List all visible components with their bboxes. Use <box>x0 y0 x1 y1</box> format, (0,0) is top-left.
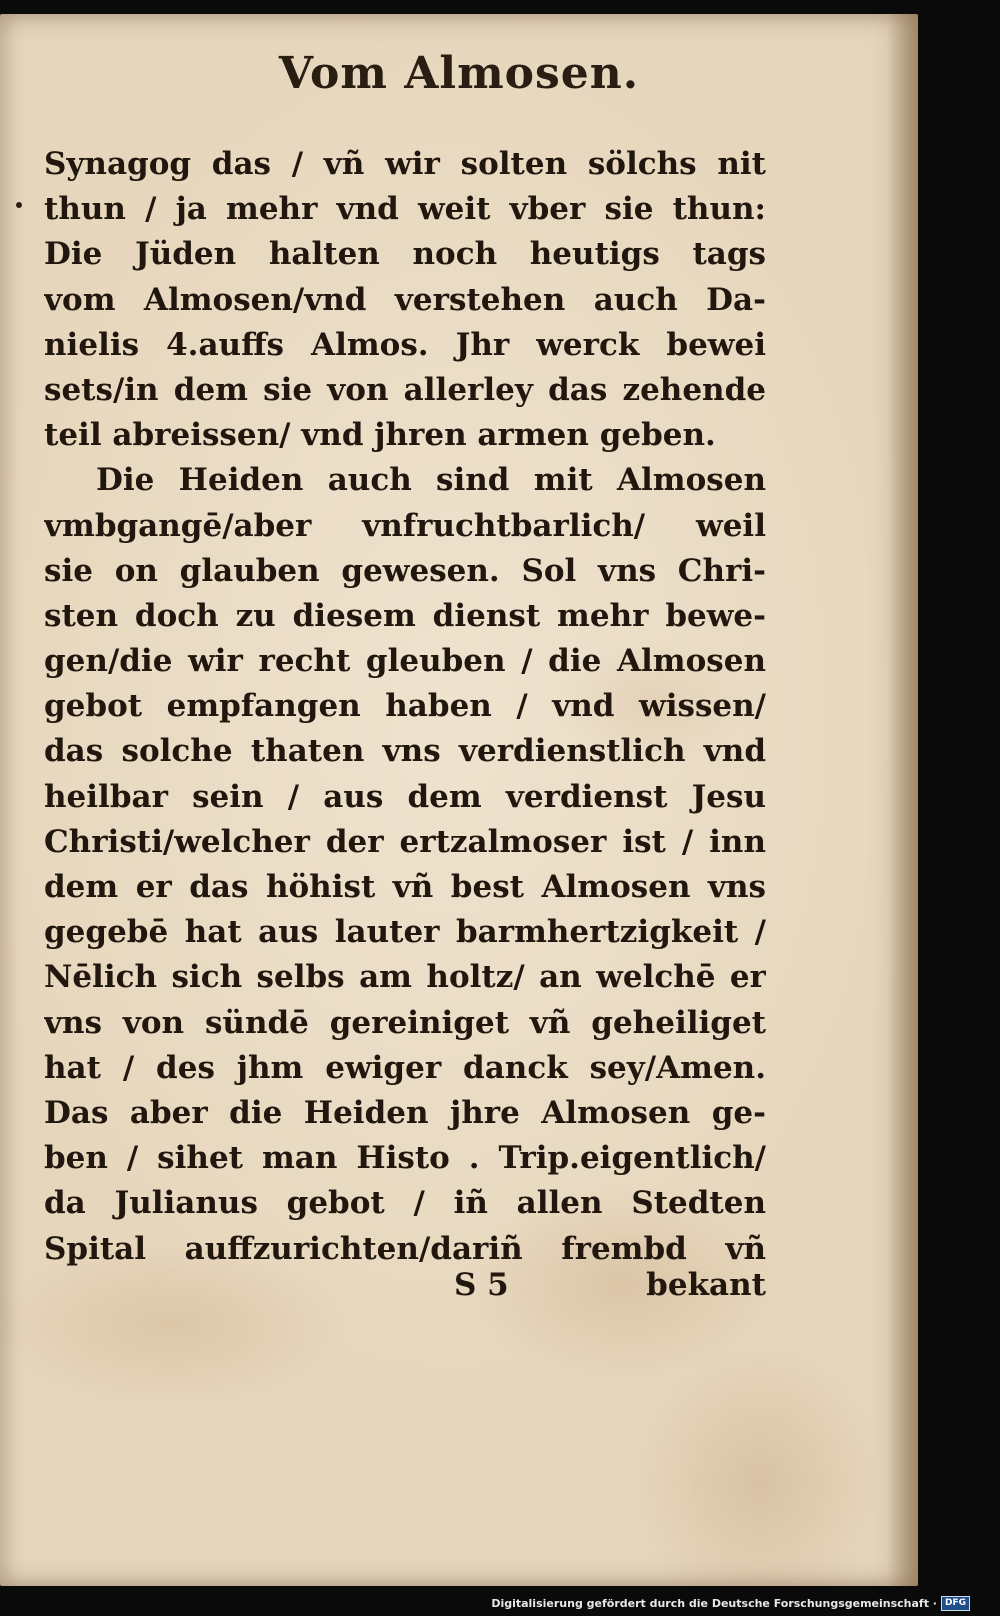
text-line: das solche thaten vns verdienstlich vnd <box>44 733 766 770</box>
dfg-logo: DFG <box>941 1596 970 1611</box>
text-line: gegebē hat aus lauter barmhertzigkeit / <box>44 914 766 951</box>
text-line: hat / des jhm ewiger danck sey/Amen. <box>44 1049 766 1086</box>
text-line: vns von sündē gereiniget vñ geheiliget <box>44 1004 766 1041</box>
text-line: thun / ja mehr vnd weit vber sie thun: <box>44 191 766 228</box>
text-line: sie on glauben gewesen. Sol vns Chri- <box>44 552 766 589</box>
body-text <box>44 142 766 1272</box>
credit-text: Digitalisierung gefördert durch die Deutsche Forschungsgemeinschaft · <box>491 1596 937 1610</box>
margin-mark <box>16 202 22 208</box>
text-line: Das aber die Heiden jhre Almosen ge- <box>44 1094 766 1131</box>
text-line: nielis 4.auffs Almos. Jhr werck bewei <box>44 326 766 363</box>
text-line: Spital auffzurichten/dariñ frembd vñ <box>44 1230 766 1267</box>
text-line: sten doch zu diesem dienst mehr bewe- <box>44 597 766 634</box>
text-line: gebot empfangen haben / vnd wissen/ <box>44 688 766 725</box>
text-line: Die Jüden halten noch heutigs tags <box>44 236 766 273</box>
text-line: gen/die wir recht gleuben / die Almosen <box>44 643 766 680</box>
text-line: dem er das höhist vñ best Almosen vns <box>44 869 766 905</box>
text-line: da Julianus gebot / iñ allen Stedten <box>44 1185 766 1222</box>
page-foot <box>454 1267 766 1311</box>
digitization-credit <box>491 1594 970 1612</box>
text-line: Synagog das / vñ wir solten sölchs nit <box>44 146 766 182</box>
text-line: Die Heiden auch sind mit Almosen <box>96 462 766 499</box>
catchword: bekant <box>646 1267 766 1303</box>
text-line: sets/in dem sie von allerley das zehende <box>44 371 766 408</box>
text-line: vmbgangē/aber vnfruchtbarlich/ weil <box>44 507 766 544</box>
text-line: ben / sihet man Histo . Trip.eigentlich/ <box>44 1140 766 1177</box>
book-page <box>0 14 918 1586</box>
running-head: Vom Almosen. <box>278 48 640 99</box>
text-line: teil abreissen/ vnd jhren armen geben. <box>44 417 716 454</box>
text-line: heilbar sein / aus dem verdienst Jesu <box>44 778 766 815</box>
text-line: Nēlich sich selbs am holtz/ an welchē er <box>44 959 766 996</box>
page-edge-shadow <box>888 14 918 1586</box>
text-line: Christi/welcher der ertzalmoser ist / inn <box>44 823 766 860</box>
text-line: vom Almosen/vnd verstehen auch Da- <box>44 281 766 318</box>
signature-mark: S 5 <box>454 1267 509 1303</box>
